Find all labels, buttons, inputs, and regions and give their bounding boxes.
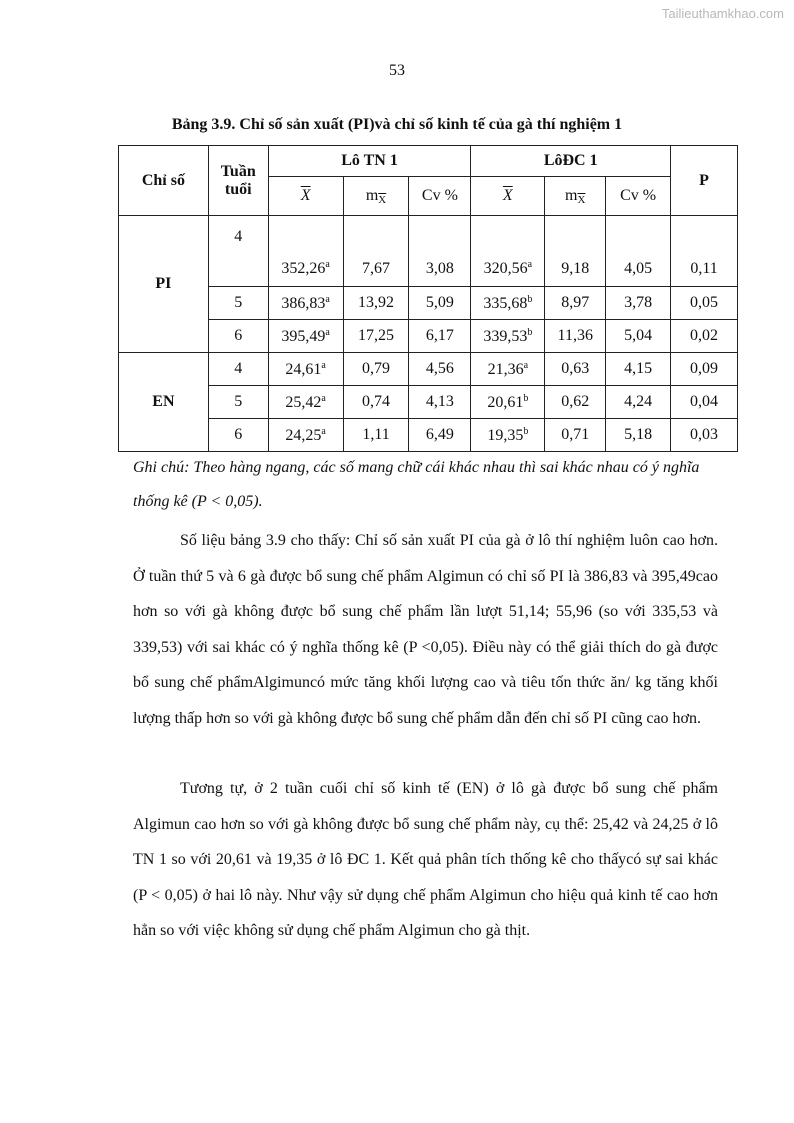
table-row [119, 353, 738, 386]
dc-cv-cell: 5,18 [606, 419, 671, 452]
week-cell: 6 [208, 419, 268, 452]
dc-mean-cell: 335,68$^b$ [471, 287, 545, 320]
tn-mean-cell: 386,83$^a$ [268, 287, 343, 320]
header-index: Chỉ số [119, 146, 209, 216]
header-p: P [671, 146, 738, 216]
header-group-dc: LôĐC 1 [471, 146, 671, 177]
tn-mean-cell: 25,42$^a$ [268, 386, 343, 419]
table-row [119, 216, 738, 287]
dc-m-cell: 11,36 [545, 320, 606, 353]
table-row [119, 287, 738, 320]
tn-m-cell: 0,74 [343, 386, 409, 419]
p-cell: 0,11 [671, 216, 738, 287]
dc-mean-cell: 320,56$^a$ [471, 216, 545, 287]
week-cell: 4 [208, 353, 268, 386]
dc-cv-cell: 3,78 [606, 287, 671, 320]
tn-mean-cell: 24,61$^a$ [268, 353, 343, 386]
dc-m-cell: 8,97 [545, 287, 606, 320]
page-number: 53 [389, 62, 405, 79]
p-cell: 0,09 [671, 353, 738, 386]
tn-cv-cell: 4,13 [409, 386, 471, 419]
tn-m-cell: 0,79 [343, 353, 409, 386]
tn-cv-cell: 6,17 [409, 320, 471, 353]
tn-mean-cell: 24,25$^a$ [268, 419, 343, 452]
table-caption: Bảng 3.9. Chỉ số sản xuất (PI)và chỉ số kinh tế của gà thí nghiệm 1 [171, 116, 623, 133]
p-cell: 0,03 [671, 419, 738, 452]
week-cell: 6 [208, 320, 268, 353]
group-label-en: EN [119, 353, 209, 452]
dc-cv-cell: 4,05 [606, 216, 671, 287]
tn-cv-cell: 6,49 [409, 419, 471, 452]
watermark: Tailieuthamkhao.com [661, 6, 784, 21]
paragraph-1: Số liệu bảng 3.9 cho thấy: Chỉ số sản xuất PI của gà ở lô thí nghiệm luôn cao hơn. Ở tuần thứ 5 và 6 gà được bổ sung chế phẩm Algimun có chỉ số PI là 386,83 và 395,49cao hơn so với gà không được bổ sung chế phẩm lần lượt 51,14; 55,96 (so với 335,53 và 339,53) với sai khác có ý nghĩa thống kê (P <0,05). Điều này có thể giải thích do gà được bổ sung chế phẩmAlgimuncó mức tăng khối lượng cao và tiêu tốn thức ăn/ kg tăng khối lượng thấp hơn so với gà không được bổ sung chế phẩm dẫn đến chỉ số PI cũng cao hơn. [133, 532, 718, 727]
dc-mean-cell: 20,61$^b$ [471, 386, 545, 419]
header-week: Tuần tuổi [208, 146, 268, 216]
table-row [119, 419, 738, 452]
tn-m-cell: 7,67 [343, 216, 409, 287]
dc-cv-cell: 5,04 [606, 320, 671, 353]
dc-m-cell: 0,71 [545, 419, 606, 452]
dc-mean-cell: 21,36$^a$ [471, 353, 545, 386]
tn-m-cell: 1,11 [343, 419, 409, 452]
header-group-tn: Lô TN 1 [268, 146, 471, 177]
header-dc-m: $m\overline{X}$ [545, 177, 606, 216]
group-label-pi: PI [119, 216, 209, 353]
data-table [118, 145, 738, 452]
dc-m-cell: 9,18 [545, 216, 606, 287]
dc-cv-cell: 4,15 [606, 353, 671, 386]
p-cell: 0,05 [671, 287, 738, 320]
tn-cv-cell: 4,56 [409, 353, 471, 386]
header-dc-cv: Cv % [606, 177, 671, 216]
tn-cv-cell: 5,09 [409, 287, 471, 320]
table-note: Ghi chú: Theo hàng ngang, các số mang chữ cái khác nhau thì sai khác nhau có ý nghĩa thống kê (P < 0,05). [133, 459, 700, 510]
dc-cv-cell: 4,24 [606, 386, 671, 419]
header-row-1 [119, 146, 738, 177]
header-tn-mean: $\overline{X}$ [268, 177, 343, 216]
tn-mean-cell: 395,49$^a$ [268, 320, 343, 353]
p-cell: 0,02 [671, 320, 738, 353]
header-tn-m: $m\overline{X}$ [343, 177, 409, 216]
p-cell: 0,04 [671, 386, 738, 419]
week-cell: 5 [208, 287, 268, 320]
header-tn-cv: Cv % [409, 177, 471, 216]
week-cell: 5 [208, 386, 268, 419]
tn-mean-cell: 352,26$^a$ [268, 216, 343, 287]
dc-m-cell: 0,62 [545, 386, 606, 419]
table-row [119, 320, 738, 353]
paragraph-2: Tương tự, ở 2 tuần cuối chỉ số kinh tế (EN) ở lô gà được bổ sung chế phẩm Algimun cao hơn so với gà không được bổ sung chế phẩm này, cụ thể: 25,42 và 24,25 ở lô TN 1 so với 20,61 và 19,35 ở lô ĐC 1. Kết quả phân tích thống kê cho thấycó sự sai khác (P < 0,05) ở hai lô này. Như vậy sử dụng chế phẩm Algimun cho hiệu quả kinh tế cao hơn hẳn so với việc không sử dụng chế phẩm Algimun cho gà thịt. [133, 780, 718, 939]
dc-m-cell: 0,63 [545, 353, 606, 386]
tn-cv-cell: 3,08 [409, 216, 471, 287]
header-dc-mean: $\overline{X}$ [471, 177, 545, 216]
tn-m-cell: 13,92 [343, 287, 409, 320]
week-cell: 4 [208, 216, 268, 287]
tn-m-cell: 17,25 [343, 320, 409, 353]
dc-mean-cell: 339,53$^b$ [471, 320, 545, 353]
table-row [119, 386, 738, 419]
dc-mean-cell: 19,35$^b$ [471, 419, 545, 452]
